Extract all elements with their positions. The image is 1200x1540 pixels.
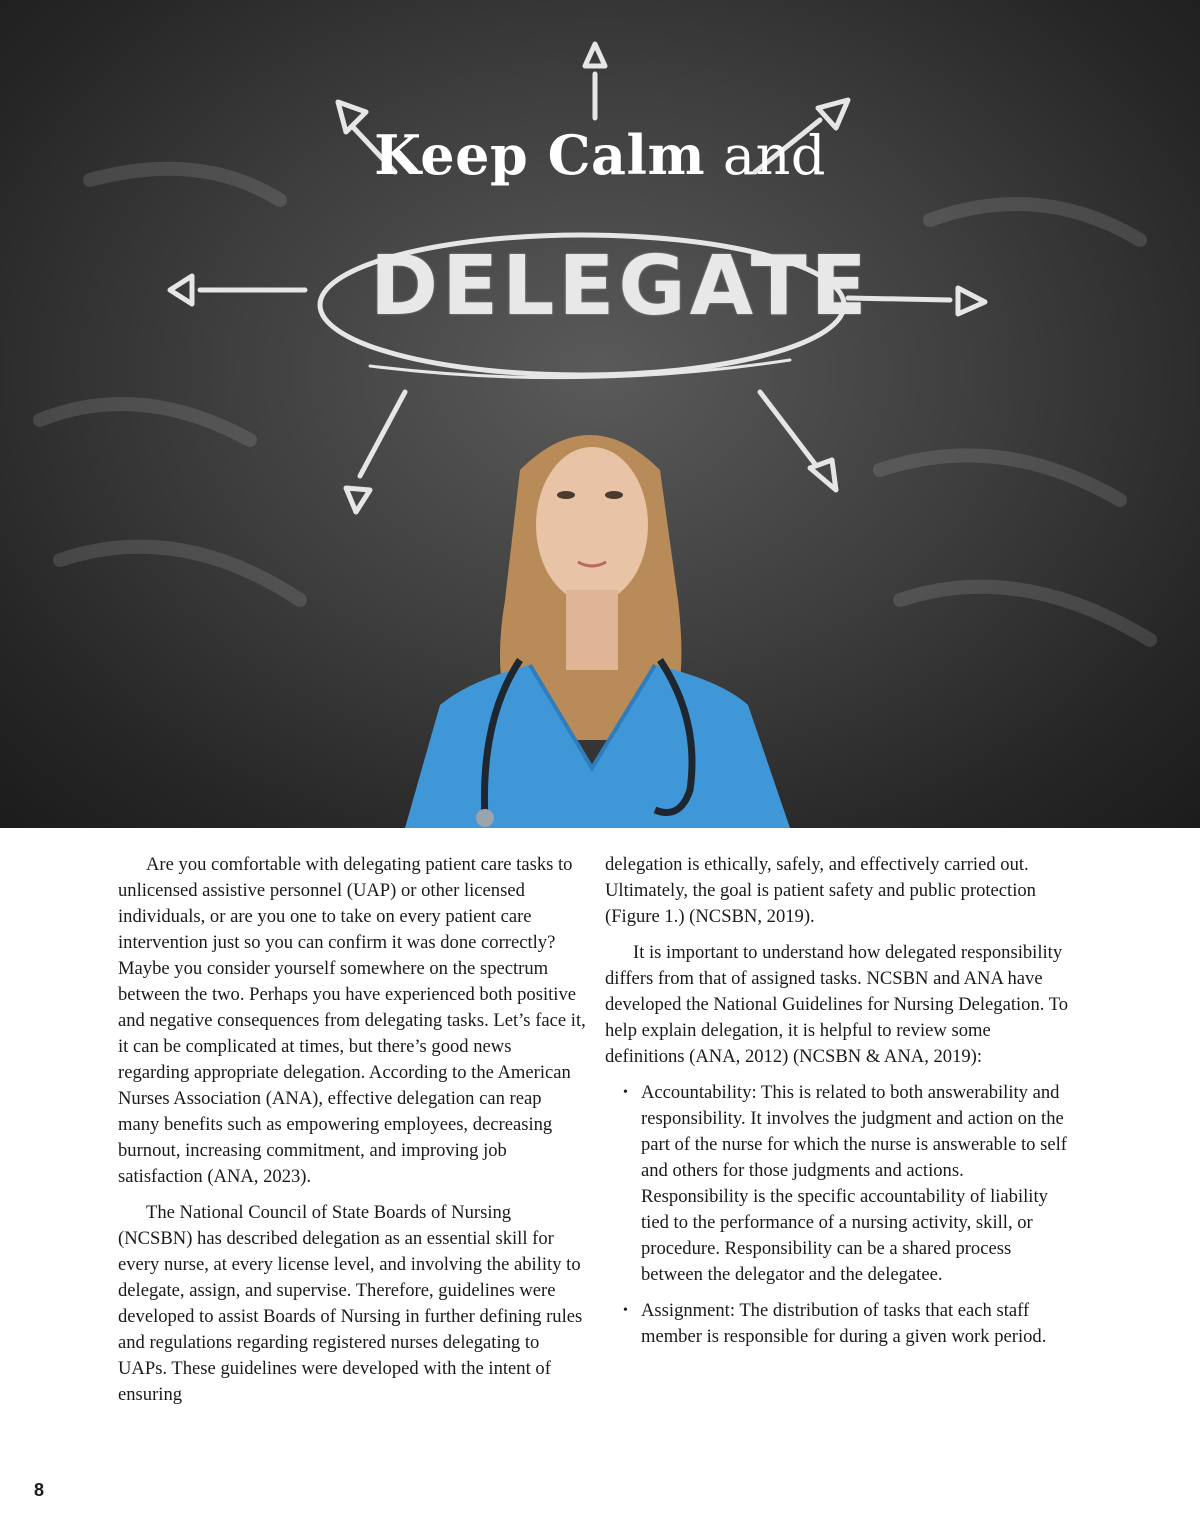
nurse-figure: [405, 435, 790, 828]
title-light: and: [722, 124, 826, 187]
bullet-icon: •: [623, 1085, 628, 1100]
title-bold: Keep Calm: [374, 123, 706, 187]
paragraph: Are you comfortable with delegating patient care tasks to unlicensed assistive personnel (UAP) or other licensed individuals, or are you one to take on every patient care intervention just so you can confirm it was done correctly? Maybe you consider yourself somewhere on the spectrum between the two. Perhaps you have experienced both positive and negative consequences from delegating tasks. Let’s face it, it can be complicated at times, but there’s good news regarding appropriate delegation. According to the American Nurses Association (ANA), effective delegation can reap many benefits such as empowering employees, decreasing burnout, increasing commitment, and improving job satisfaction (ANA, 2023).: [118, 854, 586, 1187]
left-column: [118, 852, 586, 1418]
paragraph: The National Council of State Boards of Nursing (NCSBN) has described delegation as an essential skill for every nurse, at every license level, and involving the ability to delegate, assign, and supervise. Therefore, guidelines were developed to assist Boards of Nursing in further defining rules and regulations regarding registered nurses delegating to UAPs. These guidelines were developed with the intent of ensuring: [118, 1202, 583, 1405]
article-title: [0, 123, 1200, 187]
list-item: [605, 1298, 1073, 1350]
definitions-list: [605, 1080, 1073, 1350]
bullet-icon: •: [623, 1303, 628, 1318]
list-item: [605, 1080, 1073, 1288]
chalk-word: DELEGATE: [370, 239, 871, 334]
list-item-text: Assignment: The distribution of tasks that each staff member is responsible for during a given work period.: [641, 1300, 1047, 1347]
page-number: 8: [34, 1480, 45, 1500]
right-column: [605, 852, 1073, 1360]
list-item-text: Accountability: This is related to both answerability and responsibility. It involves the judgment and action on the part of the nurse for which the nurse is answerable to self and others for those judgments and actions. Responsibility is the specific accountability of liability tied to the performance of a nursing activity, skill, or procedure. Responsibility can be a shared process between the delegator and the delegatee.: [641, 1082, 1067, 1285]
paragraph: It is important to understand how delegated responsibility differs from that of assigned tasks. NCSBN and ANA have developed the National Guidelines for Nursing Delegation. To help explain delegation, it is helpful to review some definitions (ANA, 2012) (NCSBN & ANA, 2019):: [605, 942, 1069, 1067]
paragraph: delegation is ethically, safely, and effectively carried out. Ultimately, the goal is patient safety and public protection (Figure 1.) (NCSBN, 2019).: [605, 854, 1036, 927]
